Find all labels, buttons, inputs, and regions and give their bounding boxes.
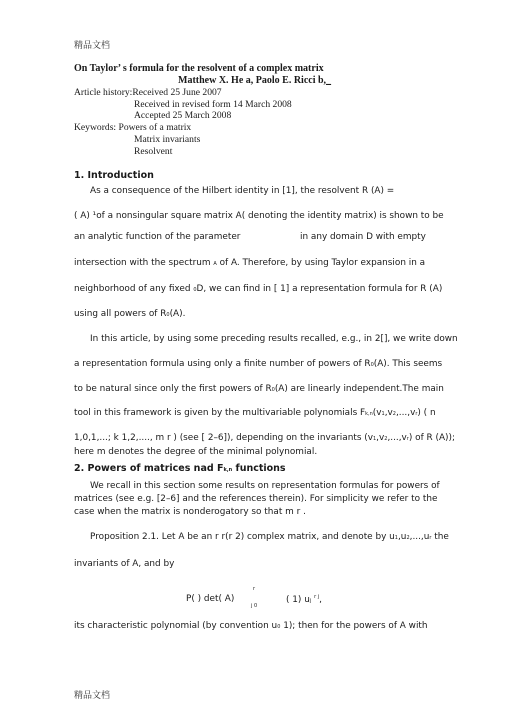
text-part: to be natural since only the first powers of R bbox=[74, 384, 272, 394]
para-2-line-1: In this article, by using some preceding results recalled, e.g., in 2[], we write down bbox=[90, 334, 458, 344]
formula-lhs: P( ) det( A) bbox=[186, 594, 235, 604]
sum-upper-limit: r bbox=[253, 586, 256, 592]
formula-rhs bbox=[286, 594, 322, 605]
subscript-kn: k,n bbox=[365, 411, 373, 417]
keyword-3: Resolvent bbox=[134, 146, 173, 157]
para-3-line-1: We recall in this section some results on representation formulas for powers of bbox=[90, 481, 440, 491]
section-1-heading: 1. Introduction bbox=[74, 170, 154, 181]
proposition-line-2: invariants of A, and by bbox=[74, 559, 175, 569]
text-part: 1); then for the powers of A with bbox=[280, 621, 428, 631]
text-part: (v bbox=[372, 408, 382, 418]
text-part: ( 1) bbox=[286, 594, 302, 605]
text-part: neighborhood of any fixed bbox=[74, 284, 191, 294]
proposition-line-1 bbox=[90, 532, 449, 542]
para-1-line-3b: in any domain D with empty bbox=[300, 232, 426, 242]
para-1-line-5 bbox=[74, 284, 442, 294]
heading-subscript: k,n bbox=[223, 467, 233, 473]
para-1-line-1: As a consequence of the Hilbert identity in [1], the resolvent R (A) = bbox=[90, 186, 395, 196]
para-3-line-2: matrices (see e.g. [2–6] and the references therein). For simplicity we refer to the bbox=[74, 494, 438, 504]
para-2-line-2 bbox=[74, 359, 442, 369]
history-revised: Received in revised form 14 March 2008 bbox=[134, 99, 292, 110]
subscript-r: r bbox=[429, 535, 432, 541]
text-part: (A) are linearly independent.The main bbox=[274, 384, 444, 394]
sum-lower-limit: j 0 bbox=[251, 603, 258, 609]
text-part: its characteristic polynomial (by convention u bbox=[74, 621, 278, 631]
history-accepted: Accepted 25 March 2008 bbox=[134, 110, 232, 121]
keyword-2: Matrix invariants bbox=[134, 134, 201, 145]
history-received: Article history:Received 25 June 2007 bbox=[74, 87, 222, 98]
subscript-1: 1 bbox=[381, 411, 385, 417]
text-part: intersection with the spectrum bbox=[74, 258, 211, 268]
text-part: (A). This seems bbox=[373, 359, 443, 369]
authors-text: Matthew X. He a, Paolo E. Ricci b, bbox=[178, 75, 327, 86]
para-2-line-6: here m denotes the degree of the minimal polynomial. bbox=[74, 447, 318, 457]
subscript-1: 1 bbox=[372, 436, 377, 442]
paper-authors bbox=[178, 75, 331, 86]
text-part: , bbox=[319, 594, 322, 605]
subscript-0: 0 bbox=[166, 312, 170, 318]
text-part: (A). bbox=[169, 309, 186, 319]
para-1-line-3a: an analytic function of the parameter bbox=[74, 232, 241, 242]
para-2-line-3 bbox=[74, 384, 444, 394]
subscript-j: j bbox=[309, 597, 312, 604]
paper-title: On Taylor’ s formula for the resolvent of a complex matrix bbox=[74, 63, 324, 74]
subscript-r: r bbox=[415, 411, 418, 417]
page-header: 精品文档 bbox=[74, 41, 111, 51]
text-part: the bbox=[431, 532, 449, 542]
text-part: D, we can find in [ 1] a representation formula for R (A) bbox=[196, 284, 443, 294]
text-part: ,u bbox=[397, 532, 407, 542]
para-3-line-3: case when the matrix is nonderogatory so that m r . bbox=[74, 507, 306, 517]
text-part: ,...,u bbox=[409, 532, 430, 542]
subscript-0: 0 bbox=[277, 624, 281, 630]
subscript-a: A bbox=[213, 261, 217, 267]
section-2-heading bbox=[74, 463, 286, 474]
para-1-line-6 bbox=[74, 309, 185, 319]
heading-text: functions bbox=[232, 463, 286, 474]
text-part: ,...,v bbox=[387, 433, 407, 443]
subscript-1: 1 bbox=[394, 535, 398, 541]
keywords-line: Keywords: Powers of a matrix bbox=[74, 122, 192, 133]
text-part: ) of R (A)); bbox=[408, 433, 455, 443]
subscript-2: 2 bbox=[384, 436, 388, 442]
subscript-r: r bbox=[406, 436, 409, 442]
subscript-0: 0 bbox=[271, 387, 275, 393]
text-part: ,v bbox=[384, 408, 393, 418]
heading-text: 2. Powers of matrices nad F bbox=[74, 463, 224, 474]
proposition-line-3 bbox=[74, 621, 428, 631]
subscript-2: 2 bbox=[406, 535, 410, 541]
text-part: ,v bbox=[376, 433, 385, 443]
para-2-line-5 bbox=[74, 433, 455, 443]
text-part: using all powers of R bbox=[74, 309, 167, 319]
subscript-0: 0 bbox=[370, 362, 374, 368]
para-1-line-2: ( A) ¹of a nonsingular square matrix A( denoting the identity matrix) is shown to be bbox=[74, 211, 444, 221]
subscript-0: 0 bbox=[193, 287, 197, 293]
authors-underscore: _ bbox=[326, 75, 332, 86]
para-2-line-4 bbox=[74, 408, 436, 418]
text-part: Proposition 2.1. Let A be an r r(r 2) complex matrix, and denote by u bbox=[90, 532, 395, 542]
text-part: 1,0,1,...; k 1,2,...., m r ) (see [ 2–6]), depending on the invariants (v bbox=[74, 433, 373, 443]
page-footer: 精品文档 bbox=[74, 691, 111, 701]
text-part: ,...,v bbox=[395, 408, 416, 418]
subscript-2: 2 bbox=[392, 411, 396, 417]
text-part: ) ( n bbox=[417, 408, 436, 418]
text-part: a representation formula using only a finite number of powers of R bbox=[74, 359, 371, 369]
text-part: of A. Therefore, by using Taylor expansion in a bbox=[219, 258, 426, 268]
text-part: tool in this framework is given by the multivariable polynomials F bbox=[74, 408, 366, 418]
text-part: u bbox=[304, 594, 310, 605]
para-1-line-4 bbox=[74, 258, 425, 268]
superscript-rj: r j bbox=[314, 594, 320, 600]
